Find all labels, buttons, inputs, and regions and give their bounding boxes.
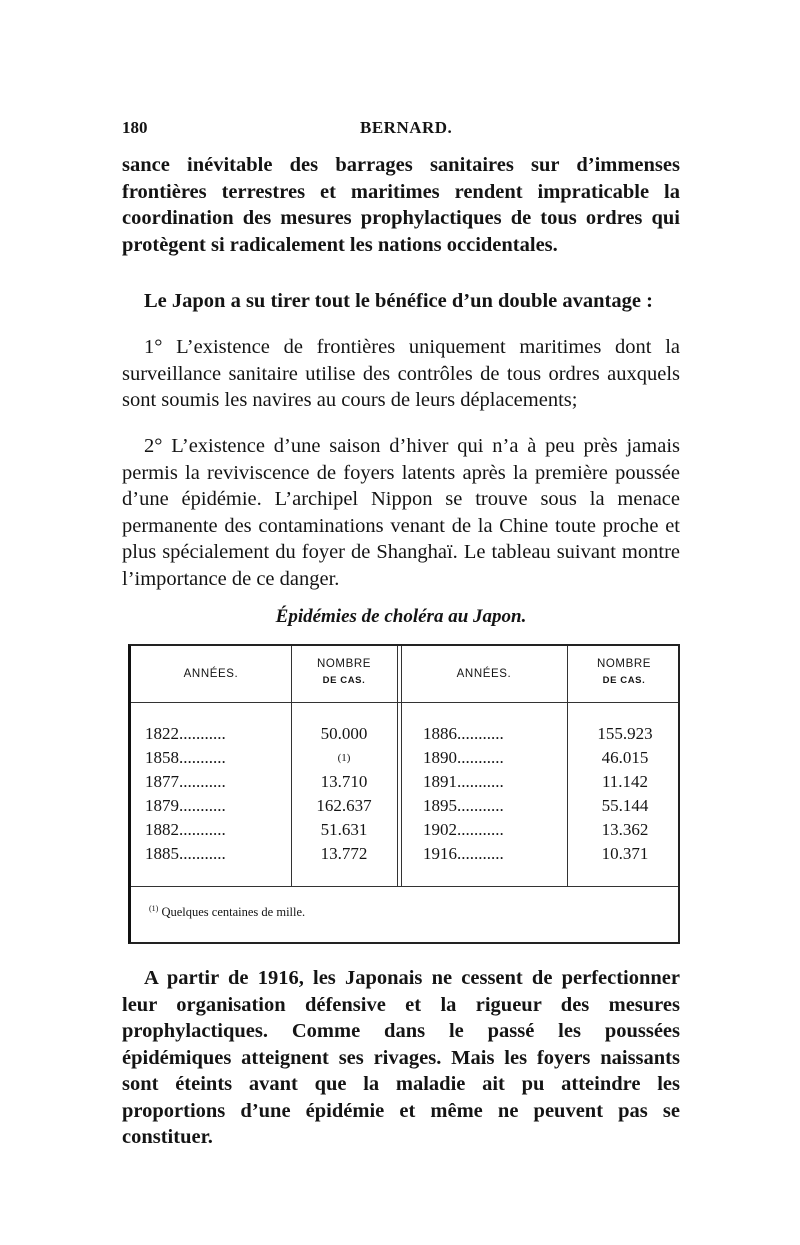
header-rule xyxy=(131,702,678,703)
table-row-year: 1879........... xyxy=(145,796,226,815)
header-years-left: ANNÉES. xyxy=(183,668,239,680)
footer-rule xyxy=(131,886,678,887)
table-row-cases: 10.371 xyxy=(601,844,649,863)
table-row-year: 1858........... xyxy=(145,748,226,767)
table-row-cases: 155.923 xyxy=(597,724,653,743)
table-row-cases: 55.144 xyxy=(601,796,649,815)
table-row-year: 1902........... xyxy=(423,820,504,839)
page-number: 180 xyxy=(122,118,148,137)
cholera-table xyxy=(128,644,680,944)
table-row-year: 1916........... xyxy=(423,844,504,863)
table-row-year: 1885........... xyxy=(145,844,226,863)
column-rule xyxy=(401,646,402,886)
header-cases-line1: NOMBRE xyxy=(316,658,372,670)
header-cases-left xyxy=(291,656,397,689)
running-title: BERNARD. xyxy=(360,118,453,137)
table-row-year: 1877........... xyxy=(145,772,226,791)
table-row-year: 1882........... xyxy=(145,820,226,839)
table-row-cases: 13.710 xyxy=(320,772,368,791)
table-row-cases: 50.000 xyxy=(320,724,368,743)
table-row-year: 1822........... xyxy=(145,724,226,743)
table-row-cases: 13.772 xyxy=(320,844,368,863)
table-footnote xyxy=(149,904,305,920)
table-row-cases: 13.362 xyxy=(601,820,649,839)
table-row-year: 1895........... xyxy=(423,796,504,815)
paragraph-1: sance inévitable des barrages sanitaires sur d’immenses frontières terrestres et maritimes rendent impraticable la coordination des mesures prophylactiques de tous ordres qui protègent si radicalement les nations occidentales. xyxy=(122,154,680,256)
header-years-right: ANNÉES. xyxy=(456,668,512,680)
table-caption: Épidémies de choléra au Japon. xyxy=(275,606,527,627)
paragraph-5: A partir de 1916, les Japonais ne cessent de perfectionner leur organisation défensive et la rigueur des mesures prophylactiques. Comme dans le passé les poussées épidémiques atteignent ses rivages. Mais les foyers naissants sont éteints avant que la maladie ait pu atteindre les proportions d’une épidémie et même ne peuvent pas se constituer. xyxy=(122,967,680,1148)
paragraph-2: Le Japon a su tirer tout le bénéfice d’un double avantage : xyxy=(144,290,653,312)
table-row-cases: (1) xyxy=(337,752,351,764)
header-cases-line2: DE CAS. xyxy=(602,675,646,686)
footnote-text: Quelques centaines de mille. xyxy=(161,905,306,920)
header-cases-line2: DE CAS. xyxy=(322,675,366,686)
table-row-cases: 162.637 xyxy=(316,796,372,815)
header-cases-right xyxy=(567,656,681,689)
column-rule xyxy=(397,646,398,886)
table-row-cases: 11.142 xyxy=(601,772,649,791)
table-row-year: 1886........... xyxy=(423,724,504,743)
table-row-cases: 46.015 xyxy=(601,748,649,767)
paragraph-3: 1° L’existence de frontières uniquement maritimes dont la surveillance sanitaire utilise des contrôles de tous ordres auxquels sont soumis les navires au cours de leurs déplacements; xyxy=(122,336,680,411)
paragraph-4: 2° L’existence d’une saison d’hiver qui n’a à peu près jamais permis la reviviscence de foyers latents après la première poussée d’une épidémie. L’archipel Nippon se trouve sous la menace permanente des contaminations venant de la Chine toute proche et plus spécialement du foyer de Shanghaï. Le tableau suivant montre l’importance de ce danger. xyxy=(122,435,680,590)
footnote-mark: (1) xyxy=(149,904,159,913)
table-row-cases: 51.631 xyxy=(320,820,368,839)
running-header xyxy=(122,118,682,142)
header-cases-line1: NOMBRE xyxy=(596,658,652,670)
table-row-year: 1890........... xyxy=(423,748,504,767)
table-row-year: 1891........... xyxy=(423,772,504,791)
